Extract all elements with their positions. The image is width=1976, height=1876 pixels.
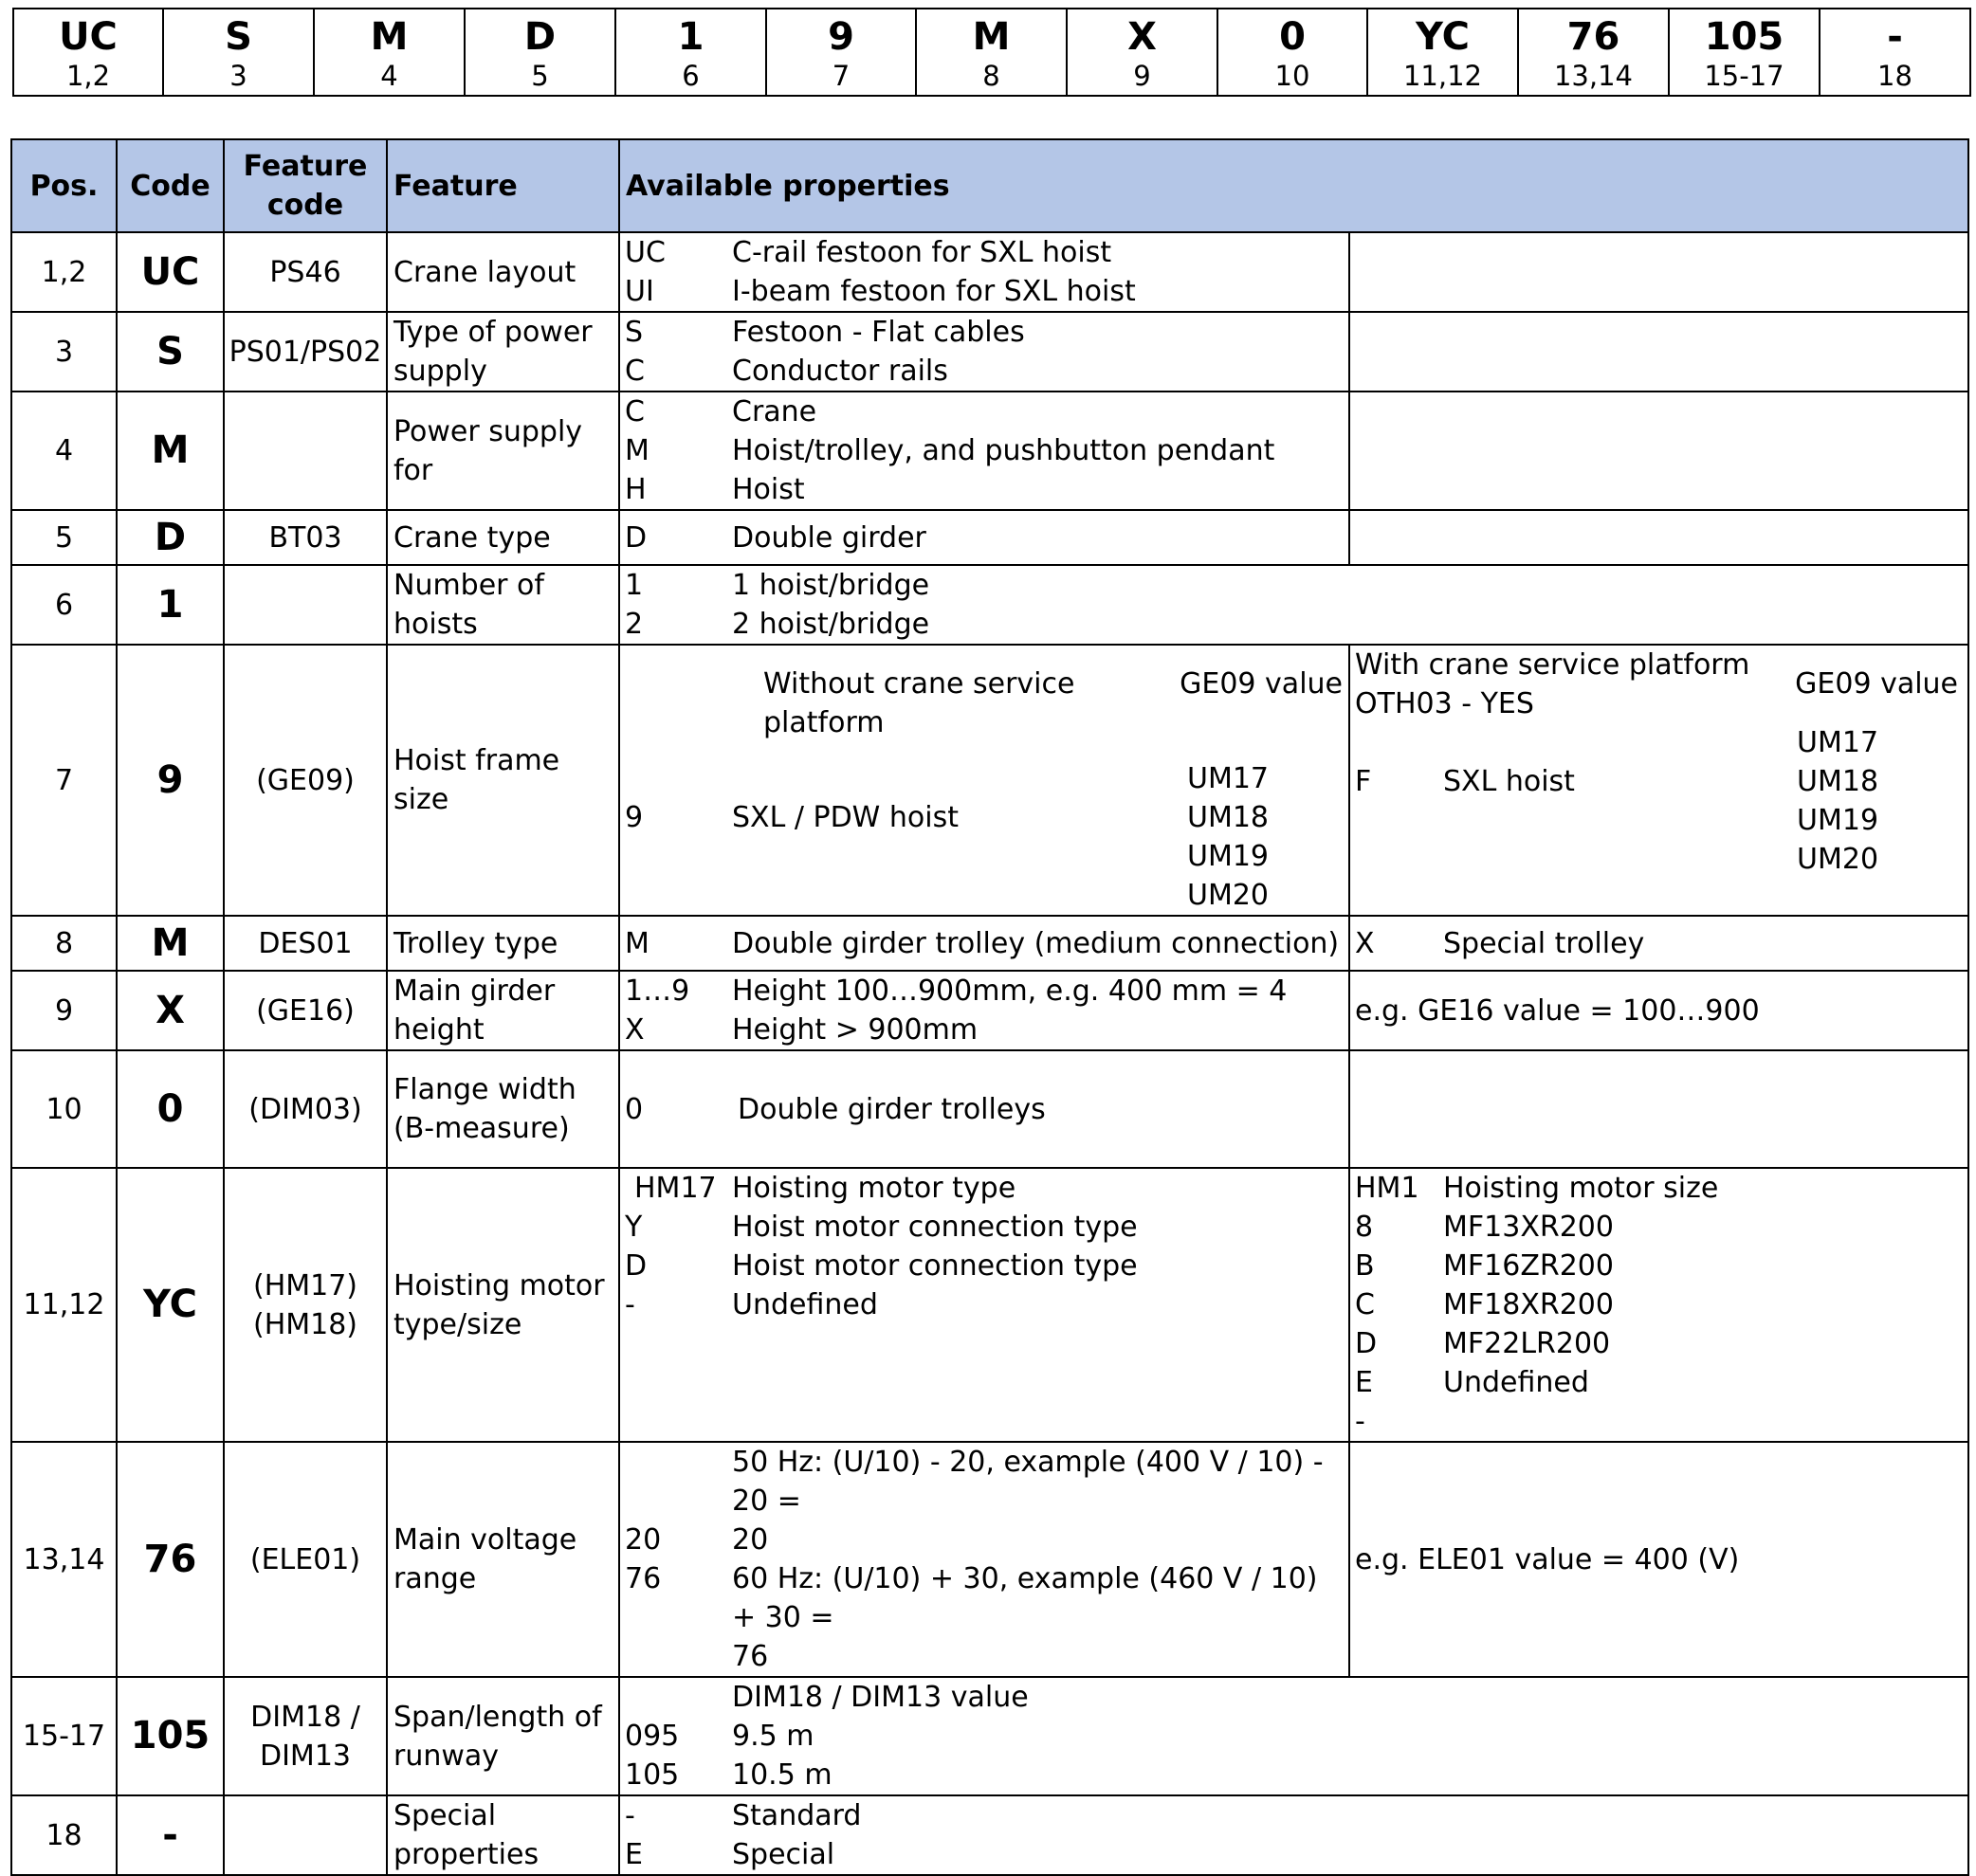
row-pos: 18 — [11, 1795, 117, 1875]
row-properties: HM17 Hoisting motor type Y Hoist motor connection type D Hoist motor connection type - Undefined — [619, 1168, 1349, 1442]
strip-cell: D 5 — [465, 9, 615, 96]
row-properties: 50 Hz: (U/10) - 20, example (400 V / 10) - 20 = 20 20 76 60 Hz: (U/10) + 30, example (460 V / 10) + 30 = 76 — [619, 1442, 1349, 1677]
row-properties: - Standard E Special — [619, 1795, 1968, 1875]
row-properties: M Double girder trolley (medium connection) — [619, 916, 1349, 971]
row-extra: X Special trolley — [1349, 916, 1968, 971]
header-available-properties: Available properties — [619, 139, 1968, 232]
row-feature: Hoist frame size — [387, 645, 619, 916]
row-extra — [1349, 392, 1968, 510]
row-feature-code: BT03 — [224, 510, 387, 565]
table-row — [11, 916, 1968, 971]
row-code: YC — [117, 1168, 224, 1442]
table-row — [11, 1442, 1968, 1677]
table-row — [11, 971, 1968, 1050]
header-feature: Feature — [387, 139, 619, 232]
header-pos: Pos. — [11, 139, 117, 232]
row-properties: S Festoon - Flat cables C Conductor rails — [619, 312, 1349, 392]
row-feature: Number of hoists — [387, 565, 619, 645]
row-feature: Hoisting motor type/size — [387, 1168, 619, 1442]
properties-table — [10, 138, 1969, 1876]
strip-cell: 1 6 — [615, 9, 766, 96]
row-code: M — [117, 916, 224, 971]
row-properties: UC C-rail festoon for SXL hoist UI I-beam festoon for SXL hoist — [619, 232, 1349, 312]
strip-cell: UC 1,2 — [13, 9, 163, 96]
strip-cell: - 18 — [1820, 9, 1970, 96]
row-pos: 9 — [11, 971, 117, 1050]
row-pos: 7 — [11, 645, 117, 916]
row-code: M — [117, 392, 224, 510]
row-feature-code: DES01 — [224, 916, 387, 971]
row-feature-code: DIM18 / DIM13 — [224, 1677, 387, 1795]
row-feature: Flange width (B-measure) — [387, 1050, 619, 1168]
row-pos: 8 — [11, 916, 117, 971]
row-properties: 0 Double girder trolleys — [619, 1050, 1349, 1168]
row-properties: D Double girder — [619, 510, 1349, 565]
row-extra — [1349, 510, 1968, 565]
row-feature: Type of power supply — [387, 312, 619, 392]
row-pos: 15-17 — [11, 1677, 117, 1795]
table-row — [11, 1050, 1968, 1168]
table-row — [11, 1795, 1968, 1875]
row-code: 9 — [117, 645, 224, 916]
row-code: D — [117, 510, 224, 565]
table-row — [11, 232, 1968, 312]
row-extra: HM1 Hoisting motor size 8 MF13XR200 B MF16ZR200 C MF18XR200 D MF22LR200 E Undefined - — [1349, 1168, 1968, 1442]
row-feature-code: (GE16) — [224, 971, 387, 1050]
row-pos: 1,2 — [11, 232, 117, 312]
row-feature-code: (GE09) — [224, 645, 387, 916]
row-feature-code: (ELE01) — [224, 1442, 387, 1677]
header-feature-code: Feature code — [224, 139, 387, 232]
row-properties: C Crane M Hoist/trolley, and pushbutton pendant H Hoist — [619, 392, 1349, 510]
strip-cell: YC 11,12 — [1367, 9, 1518, 96]
row-pos: 11,12 — [11, 1168, 117, 1442]
row-extra — [1349, 1050, 1968, 1168]
row-extra: e.g. ELE01 value = 400 (V) — [1349, 1442, 1968, 1677]
row-properties: DIM18 / DIM13 value 095 9.5 m 105 10.5 m — [619, 1677, 1968, 1795]
row-pos: 10 — [11, 1050, 117, 1168]
row-extra — [1349, 312, 1968, 392]
strip-cell: 76 13,14 — [1518, 9, 1669, 96]
strip-cell: X 9 — [1067, 9, 1217, 96]
row-code: 105 — [117, 1677, 224, 1795]
row-feature-code: (DIM03) — [224, 1050, 387, 1168]
row-code: 1 — [117, 565, 224, 645]
row-feature-code: PS01/PS02 — [224, 312, 387, 392]
row-feature-code — [224, 1795, 387, 1875]
row-extra — [1349, 232, 1968, 312]
table-row — [11, 1677, 1968, 1795]
row-feature: Trolley type — [387, 916, 619, 971]
row-feature-code — [224, 392, 387, 510]
row-feature: Power supply for — [387, 392, 619, 510]
table-row — [11, 565, 1968, 645]
row-code: X — [117, 971, 224, 1050]
row-code: 0 — [117, 1050, 224, 1168]
row-extra: With crane service platform OTH03 - YES GE09 value F SXL hoist UM17 UM18 UM19 UM20 — [1349, 645, 1968, 916]
row-feature-code: (HM17) (HM18) — [224, 1168, 387, 1442]
table-header — [11, 139, 1968, 232]
row-extra: e.g. GE16 value = 100…900 — [1349, 971, 1968, 1050]
table-row — [11, 312, 1968, 392]
row-properties: 1 1 hoist/bridge 2 2 hoist/bridge — [619, 565, 1968, 645]
code-strip — [12, 8, 1971, 97]
row-code: UC — [117, 232, 224, 312]
table-row — [11, 645, 1968, 916]
strip-cell: 105 15-17 — [1669, 9, 1820, 96]
table-row — [11, 1168, 1968, 1442]
strip-cell: 9 7 — [766, 9, 916, 96]
row-feature-code — [224, 565, 387, 645]
table-row — [11, 392, 1968, 510]
row-code: 76 — [117, 1442, 224, 1677]
row-feature: Main girder height — [387, 971, 619, 1050]
header-code: Code — [117, 139, 224, 232]
row-pos: 13,14 — [11, 1442, 117, 1677]
row-code: - — [117, 1795, 224, 1875]
row-pos: 4 — [11, 392, 117, 510]
row-feature: Crane layout — [387, 232, 619, 312]
strip-cell: S 3 — [163, 9, 314, 96]
row-feature: Span/length of runway — [387, 1677, 619, 1795]
row-properties: Without crane service platform GE09 value 9 SXL / PDW hoist UM17 UM18 UM19 UM20 — [619, 645, 1349, 916]
row-feature: Special properties — [387, 1795, 619, 1875]
row-pos: 6 — [11, 565, 117, 645]
strip-cell: M 4 — [314, 9, 465, 96]
row-feature: Main voltage range — [387, 1442, 619, 1677]
row-feature: Crane type — [387, 510, 619, 565]
strip-cell: M 8 — [916, 9, 1067, 96]
row-properties: 1…9 Height 100…900mm, e.g. 400 mm = 4 X Height > 900mm — [619, 971, 1349, 1050]
strip-cell: 0 10 — [1217, 9, 1367, 96]
row-pos: 5 — [11, 510, 117, 565]
row-pos: 3 — [11, 312, 117, 392]
table-row — [11, 510, 1968, 565]
row-code: S — [117, 312, 224, 392]
row-feature-code: PS46 — [224, 232, 387, 312]
